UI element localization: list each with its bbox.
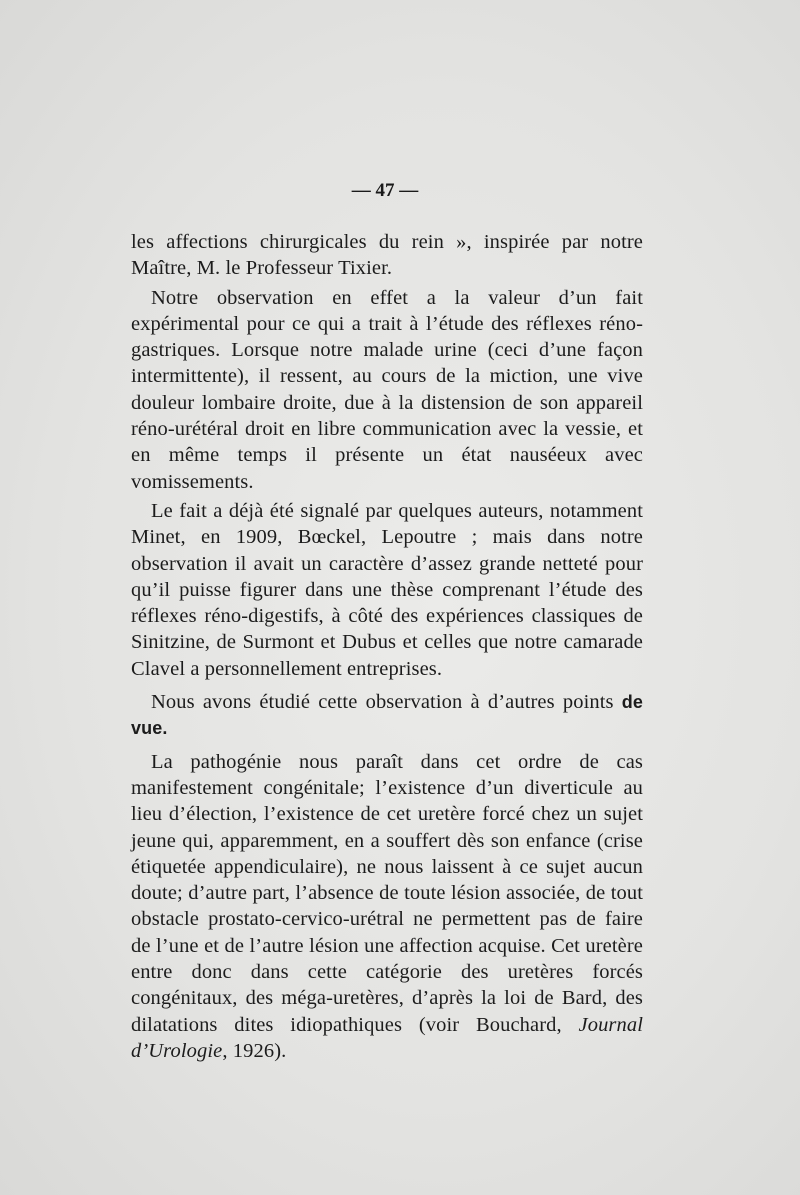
paragraph-pathogeny-text: La pathogénie nous paraît dans cet ordre de cas manifestement congénitale; l’existence d’un diverticule au lieu d’élection, l’existence de cet uretère forcé chez un sujet jeune qui, apparemment, en a souffert dès son enfance (crise étiquetée appendiculaire), ne nous laissent à ce sujet aucun doute; d’autre part, l’absence de toute lésion associée, de tout obstacle prostato-cervico-urétral ne permettent pas de faire de l’une et de l’autre lésion une affection acquise. Cet uretère entre donc dans cette catégorie des uretères forcés congénitaux, des méga-uretères, d’après la loi de Bard, des dilatations dites idiopathiques (voir Bouchard, — [131, 750, 643, 1036]
paragraph-pathogeny — [131, 749, 643, 1065]
body-text — [131, 229, 643, 1064]
paragraph-other-points — [131, 689, 643, 742]
paragraph-reflexes: Notre observation en effet a la valeur d’un fait expérimental pour ce qui a trait à l’étude des réflexes réno-gastriques. Lorsque notre malade urine (ceci d’une façon intermittente), il ressent, au cours de la miction, une vive douleur lombaire droite, due à la distension de son appareil réno-urétéral droit en libre communication avec la vessie, et en même temps il présente un état nauséeux avec vomissements. — [131, 286, 643, 493]
paragraph-continuation: les affections chirurgicales du rein », inspirée par notre Maître, M. le Professeur Tixier. — [131, 231, 643, 280]
paragraph-other-points-text: Nous avons étudié cette observation à d’autres points — [151, 691, 622, 714]
page-number: — 47 — — [351, 180, 419, 201]
journal-title: Journal d’Urologie — [131, 1013, 643, 1062]
paragraph-other-points-bold: de vue. — [131, 692, 643, 739]
paragraph-authors: Le fait a déjà été signalé par quelques auteurs, notamment Minet, en 1909, Bœckel, Lepoutre ; mais dans notre observation il avait un caractère d’assez grande netteté pour qu’il puisse figurer dans une thèse comprenant l’étude des réflexes réno-digestifs, à côté des expériences classiques de Sinitzine, de Surmont et Dubus et celles que notre camarade Clavel a personnellement entreprises. — [131, 499, 643, 680]
paragraph-pathogeny-end: , 1926). — [222, 1039, 287, 1062]
